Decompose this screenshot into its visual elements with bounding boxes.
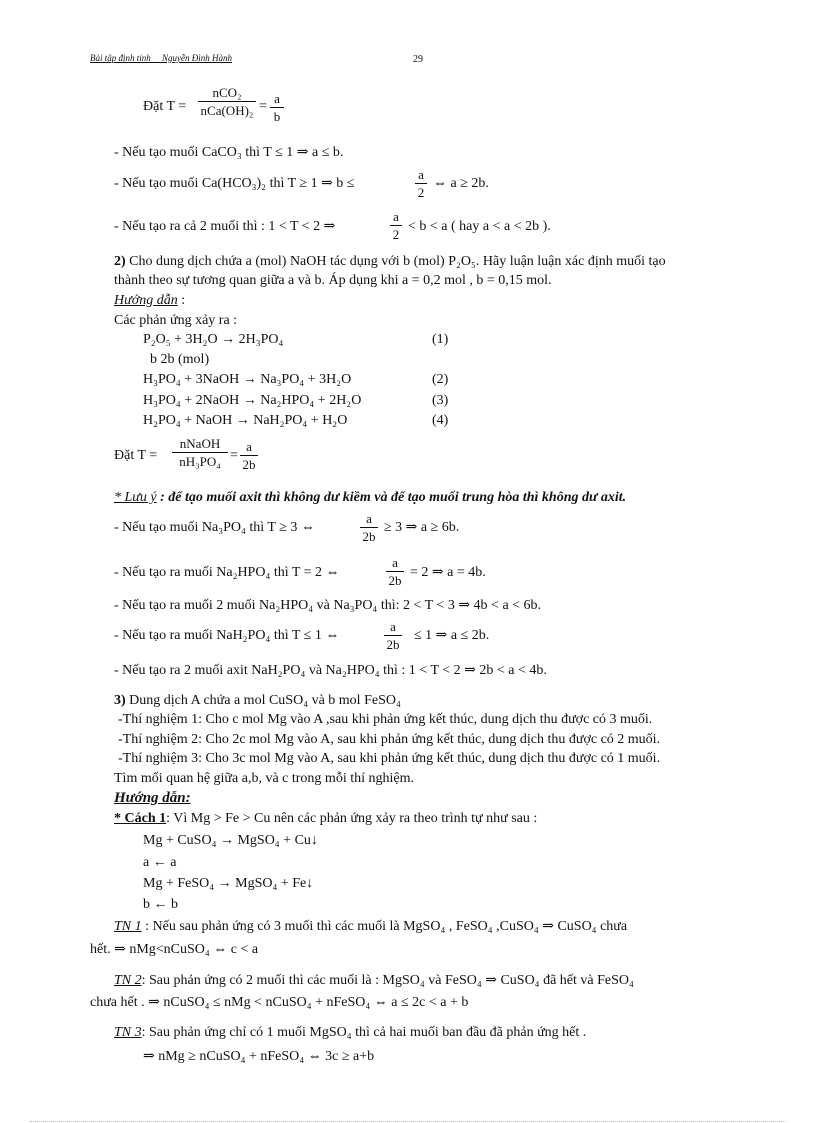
tn3-line: TN 3: Sau phản ứng chỉ có 1 muối MgSO₄ thì cả hai muối ban đầu đã phản ứng hết . bbox=[114, 1025, 587, 1040]
experiment-line: -Thí nghiệm 1: Cho c mol Mg vào A ,sau khi phản ứng kết thúc, dung dịch thu được có 3 muối. bbox=[118, 712, 653, 727]
tn2-line: TN 2: Sau phản ứng có 2 muối thì các muối là : MgSO₄ và FeSO₄ ⇒ CuSO₄ đã hết và FeSO₄ bbox=[114, 973, 634, 988]
reaction: H₂PO₄ + NaOH → NaH₂PO₄ + H₂O bbox=[143, 413, 348, 428]
case-line: ≤ 1 ⇒ a ≤ 2b. bbox=[414, 628, 490, 643]
fraction-a-over-2b: a 2b bbox=[384, 620, 402, 651]
case-line: - Nếu tạo ra muối Na₂HPO₄ thì T = 2 ⇔ bbox=[114, 565, 340, 580]
question-2: 2) Cho dung dịch chứa a (mol) NaOH tác dụng với b (mol) P₂O₅. Hãy luận luận xác định muối tạo bbox=[114, 254, 666, 269]
case-line: - Nếu tạo muối Ca(HCO₃)₂ thì T ≥ 1 ⇒ b ≤ bbox=[114, 176, 355, 191]
case-line: - Nếu tạo muối Na₃PO₄ thì T ≥ 3 ⇔ bbox=[114, 520, 315, 535]
reaction: H₃PO₄ + 3NaOH → Na₃PO₄ + 3H₂O bbox=[143, 372, 352, 387]
reaction: Mg + FeSO₄ → MgSO₄ + Fe↓ bbox=[143, 876, 314, 891]
fraction-nco2-over-ncaoh2: nCO₂ nCa(OH)₂ bbox=[198, 86, 256, 117]
guide-heading: Hướng dẫn : bbox=[114, 293, 186, 308]
fraction-a-over-2: a 2 bbox=[415, 168, 427, 199]
reaction: H₃PO₄ + 2NaOH → Na₂HPO₄ + 2H₂O bbox=[143, 393, 362, 408]
guide-heading: Hướng dẫn: bbox=[114, 790, 191, 806]
tn2-line-2: chưa hết . ⇒ nCuSO₄ ≤ nMg < nCuSO₄ + nFeSO₄ ⇔ a ≤ 2c < a + b bbox=[90, 995, 469, 1010]
case-line: - Nếu tạo ra muối 2 muối Na₂HPO₄ và Na₃PO₄ thì: 2 < T < 3 ⇒ 4b < a < 6b. bbox=[114, 598, 542, 613]
way-line: * Cách 1: Vì Mg > Fe > Cu nên các phản ứng xảy ra theo trình tự như sau : bbox=[114, 811, 538, 826]
reaction-mol: b 2b (mol) bbox=[150, 352, 210, 367]
case-line: ⇔ a ≥ 2b. bbox=[433, 176, 489, 191]
reaction-number: (4) bbox=[432, 413, 449, 428]
tn3-line-2: ⇒ nMg ≥ nCuSO₄ + nFeSO₄ ⇔ 3c ≥ a+b bbox=[143, 1049, 375, 1064]
fraction-nnaoh-over-nh3po4: nNaOH nH₃PO₄ bbox=[172, 437, 228, 468]
reaction-number: (1) bbox=[432, 332, 449, 347]
experiment-line: -Thí nghiệm 2: Cho 2c mol Mg vào A, sau khi phản ứng kết thúc, dung dịch thu được có 2 muối. bbox=[118, 732, 661, 747]
reaction: Mg + CuSO₄ → MgSO₄ + Cu↓ bbox=[143, 833, 318, 848]
ask-line: Tìm mối quan hệ giữa a,b, và c trong mỗi thí nghiệm. bbox=[114, 771, 414, 786]
reaction-mol: a ← a bbox=[143, 855, 177, 870]
case-line: < b < a ( hay a < a < 2b ). bbox=[408, 219, 551, 234]
header-left: Bài tập định tính Nguyễn Đình Hành bbox=[90, 53, 232, 63]
fraction-a-over-2b: a 2b bbox=[386, 556, 404, 587]
case-line: - Nếu tạo ra muối NaH₂PO₄ thì T ≤ 1 ⇔ bbox=[114, 628, 340, 643]
fraction-a-over-2b: a 2b bbox=[240, 440, 258, 471]
case-line: = 2 ⇒ a = 4b. bbox=[410, 565, 486, 580]
note: * Lưu ý : để tạo muối axit thì không dư kiềm và để tạo muối trung hòa thì không dư axit. bbox=[114, 490, 627, 505]
question-2-cont: thành theo sự tương quan giữa a và b. Áp dụng khi a = 0,2 mol , b = 0,15 mol. bbox=[114, 273, 552, 288]
page-number: 29 bbox=[413, 54, 423, 65]
reactions-intro: Các phản ứng xảy ra : bbox=[114, 313, 238, 328]
tn1-line: TN 1 : Nếu sau phản ứng có 3 muối thì các muối là MgSO₄ , FeSO₄ ,CuSO₄ ⇒ CuSO₄ chưa bbox=[114, 919, 628, 934]
fraction-a-over-b: a b bbox=[270, 92, 284, 123]
fraction-a-over-2b: a 2b bbox=[360, 512, 378, 543]
fraction-a-over-2: a 2 bbox=[390, 210, 402, 241]
case-line: - Nếu tạo muối CaCO₃ thì T ≤ 1 ⇒ a ≤ b. bbox=[114, 145, 344, 160]
reaction-mol: b ← b bbox=[143, 897, 178, 912]
reaction: P₂O₅ + 3H₂O → 2H₃PO₄ bbox=[143, 332, 284, 347]
case-line: ≥ 3 ⇒ a ≥ 6b. bbox=[384, 520, 460, 535]
dat-t-2: Đặt T = bbox=[114, 448, 158, 463]
case-line: - Nếu tạo ra cả 2 muối thì : 1 < T < 2 ⇒ bbox=[114, 219, 336, 234]
reaction-number: (3) bbox=[432, 393, 449, 408]
question-3: 3) Dung dịch A chứa a mol CuSO₄ và b mol FeSO₄ bbox=[114, 693, 401, 708]
case-line: - Nếu tạo ra 2 muối axit NaH₂PO₄ và Na₂HPO₄ thì : 1 < T < 2 ⇒ 2b < a < 4b. bbox=[114, 663, 547, 678]
dat-t-1: Đặt T = bbox=[143, 99, 187, 114]
experiment-line: -Thí nghiệm 3: Cho 3c mol Mg vào A, sau khi phản ứng kết thúc, dung dịch thu được có 1 muối. bbox=[118, 751, 661, 766]
page-bottom-dotted-line bbox=[30, 1121, 786, 1122]
tn1-line-2: hết. ⇒ nMg<nCuSO₄ ⇔ c < a bbox=[90, 942, 259, 957]
reaction-number: (2) bbox=[432, 372, 449, 387]
